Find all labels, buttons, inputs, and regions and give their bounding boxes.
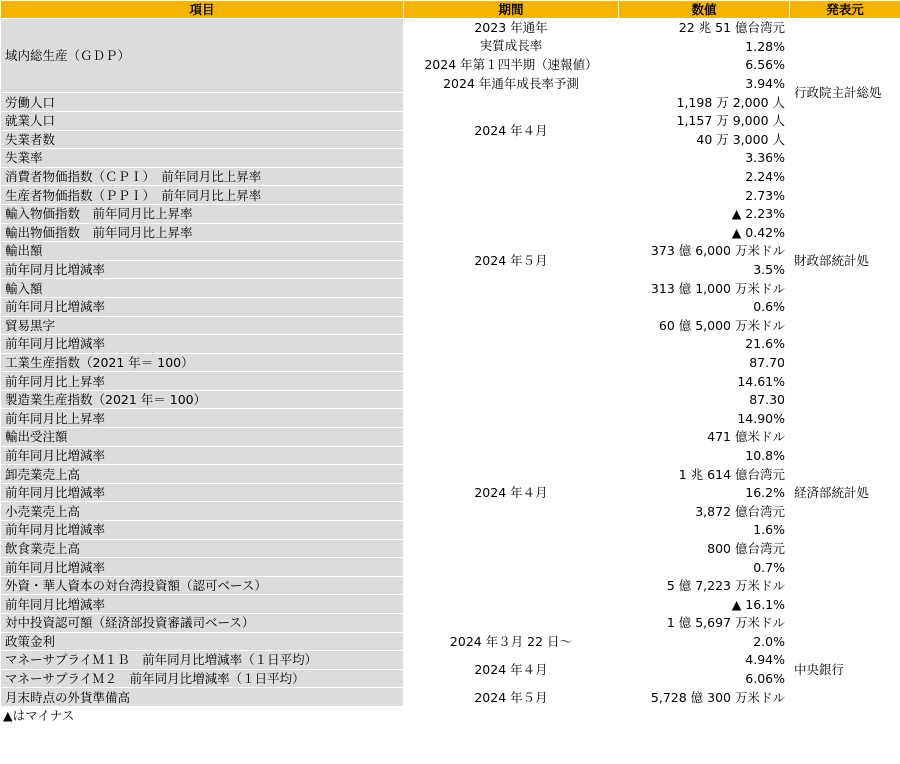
value-cell: 22 兆 51 億台湾元	[619, 19, 790, 38]
header-item: 項目	[1, 1, 404, 19]
value-cell: 16.2%	[619, 483, 790, 502]
value-cell: 6.06%	[619, 669, 790, 688]
item-cell: 労働人口	[1, 93, 404, 112]
value-cell: 0.6%	[619, 297, 790, 316]
value-cell: 10.8%	[619, 446, 790, 465]
item-cell: 輸出受注額	[1, 428, 404, 447]
source-cell: 行政院主計総処	[790, 19, 900, 168]
value-cell: 800 億台湾元	[619, 539, 790, 558]
item-cell: 工業生産指数（2021 年＝ 100）	[1, 353, 404, 372]
value-cell: 0.7%	[619, 558, 790, 577]
value-cell: 87.70	[619, 353, 790, 372]
value-cell: 2.0%	[619, 632, 790, 651]
item-cell: 輸入物価指数 前年同月比上昇率	[1, 204, 404, 223]
period-cell: 2024 年５月	[404, 688, 619, 707]
item-cell: 前年同月比増減率	[1, 335, 404, 354]
value-cell: ▲ 0.42%	[619, 223, 790, 242]
table-row	[1, 93, 900, 112]
item-cell: 輸出額	[1, 242, 404, 261]
item-cell: 前年同月比上昇率	[1, 372, 404, 391]
item-cell: 失業者数	[1, 130, 404, 149]
item-cell: 失業率	[1, 149, 404, 168]
value-cell: 3.94%	[619, 74, 790, 93]
header-row	[1, 1, 900, 19]
value-cell: 1 億 5,697 万米ドル	[619, 614, 790, 633]
value-cell: 6.56%	[619, 56, 790, 75]
item-cell: 小売業売上高	[1, 502, 404, 521]
period-cell: 2024 年４月	[404, 93, 619, 167]
item-cell: 輸出物価指数 前年同月比上昇率	[1, 223, 404, 242]
period-cell: 2024 年４月	[404, 353, 619, 632]
item-cell: 域内総生産（ＧＤＰ）	[1, 19, 404, 93]
item-cell: 政策金利	[1, 632, 404, 651]
item-cell: 前年同月比上昇率	[1, 409, 404, 428]
value-cell: 14.61%	[619, 372, 790, 391]
period-cell: 2024 年５月	[404, 167, 619, 353]
value-cell: 5,728 億 300 万米ドル	[619, 688, 790, 707]
value-cell: 313 億 1,000 万米ドル	[619, 279, 790, 298]
value-cell: 2.24%	[619, 167, 790, 186]
item-cell: 前年同月比増減率	[1, 558, 404, 577]
item-cell: マネーサプライＭ２ 前年同月比増減率（１日平均）	[1, 669, 404, 688]
item-cell: 前年同月比増減率	[1, 521, 404, 540]
source-cell: 財政部統計処	[790, 167, 900, 353]
value-cell: 87.30	[619, 390, 790, 409]
value-cell: 40 万 3,000 人	[619, 130, 790, 149]
value-cell: 5 億 7,223 万米ドル	[619, 576, 790, 595]
value-cell: ▲ 16.1%	[619, 595, 790, 614]
item-cell: マネーサプライＭ１Ｂ 前年同月比増減率（１日平均）	[1, 651, 404, 670]
source-cell: 中央銀行	[790, 632, 900, 706]
table-row	[1, 632, 900, 651]
value-cell: 4.94%	[619, 651, 790, 670]
value-cell: 21.6%	[619, 335, 790, 354]
period-cell: 2023 年通年 実質成長率	[404, 19, 619, 56]
item-cell: 貿易黒字	[1, 316, 404, 335]
table-row	[1, 651, 900, 670]
value-cell: 3.5%	[619, 260, 790, 279]
header-period: 期間	[404, 1, 619, 19]
value-cell: 3,872 億台湾元	[619, 502, 790, 521]
value-cell: 1,198 万 2,000 人	[619, 93, 790, 112]
value-cell: ▲ 2.23%	[619, 204, 790, 223]
header-value: 数値	[619, 1, 790, 19]
item-cell: 卸売業売上高	[1, 465, 404, 484]
item-cell: 輸入額	[1, 279, 404, 298]
item-cell: 飲食業売上高	[1, 539, 404, 558]
item-cell: 外資・華人資本の対台湾投資額（認可ベース）	[1, 576, 404, 595]
table-row	[1, 19, 900, 38]
period-cell: 2024 年通年成長率予測	[404, 74, 619, 93]
table-row	[1, 167, 900, 186]
period-cell: 2024 年第１四半期（速報値）	[404, 56, 619, 75]
header-source: 発表元	[790, 1, 900, 19]
item-cell: 消費者物価指数（ＣＰＩ） 前年同月比上昇率	[1, 167, 404, 186]
value-cell: 373 億 6,000 万米ドル	[619, 242, 790, 261]
value-cell: 471 億米ドル	[619, 428, 790, 447]
item-cell: 前年同月比増減率	[1, 297, 404, 316]
value-cell: 1 兆 614 億台湾元	[619, 465, 790, 484]
value-cell: 1,157 万 9,000 人	[619, 111, 790, 130]
item-cell: 就業人口	[1, 111, 404, 130]
period-cell: 2024 年３月 22 日〜	[404, 632, 619, 651]
item-cell: 前年同月比増減率	[1, 595, 404, 614]
value-cell: 3.36%	[619, 149, 790, 168]
item-cell: 前年同月比増減率	[1, 260, 404, 279]
value-cell: 2.73%	[619, 186, 790, 205]
source-cell: 経済部統計処	[790, 353, 900, 632]
item-cell: 製造業生産指数（2021 年＝ 100）	[1, 390, 404, 409]
value-cell: 1.6%	[619, 521, 790, 540]
value-cell: 60 億 5,000 万米ドル	[619, 316, 790, 335]
footnote: ▲はマイナス	[3, 707, 75, 723]
item-cell: 月末時点の外貨準備高	[1, 688, 404, 707]
item-cell: 前年同月比増減率	[1, 446, 404, 465]
table-row	[1, 353, 900, 372]
value-cell: 1.28%	[619, 37, 790, 56]
item-cell: 対中投資認可額（経済部投資審議司ベース）	[1, 614, 404, 633]
value-cell: 14.90%	[619, 409, 790, 428]
period-cell: 2024 年４月	[404, 651, 619, 688]
item-cell: 前年同月比増減率	[1, 483, 404, 502]
item-cell: 生産者物価指数（ＰＰＩ） 前年同月比上昇率	[1, 186, 404, 205]
table-row	[1, 688, 900, 707]
